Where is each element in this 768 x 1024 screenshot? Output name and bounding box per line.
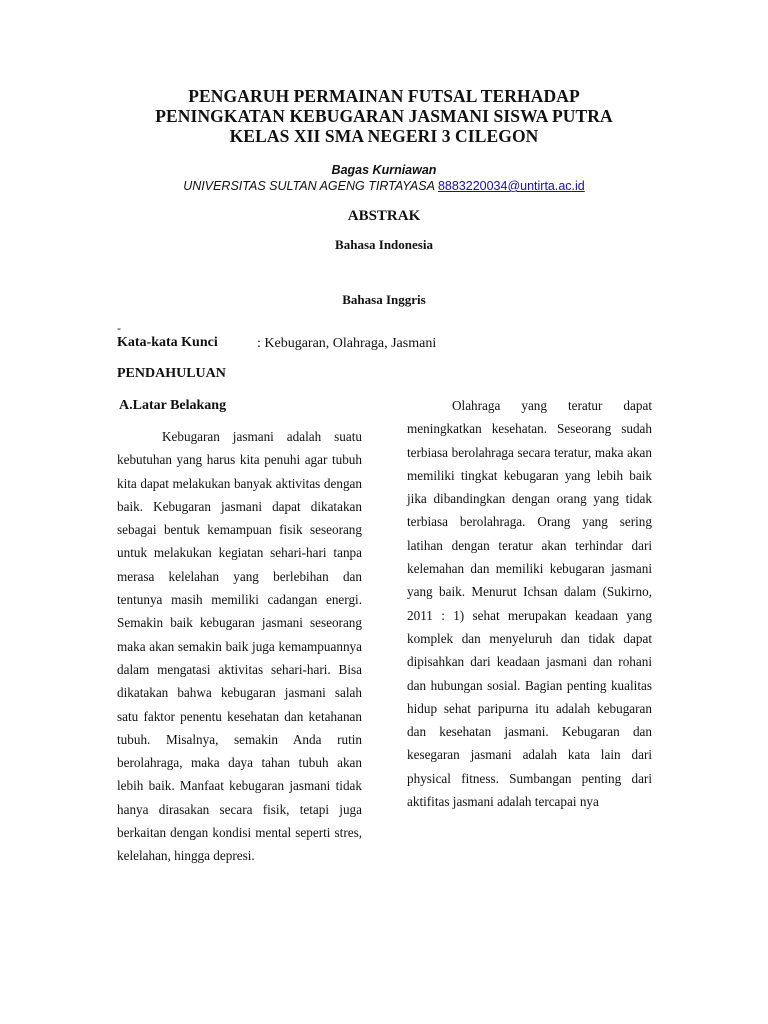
body-column-left <box>117 425 362 868</box>
abstract-indonesian-label: Bahasa Indonesia <box>335 237 433 252</box>
paragraph-left: Kebugaran jasmani adalah suatu kebutuhan yang harus kita penuhi agar tubuh kita dapat melakukan banyak aktivitas dengan baik. Kebugaran jasmani dapat dikatakan sebagai bentuk kemampuan fisik seseorang untuk melakukan kegiatan sehari-hari tanpa merasa kelelahan yang berlebihan dan tentunya masih memiliki cadangan energi. Semakin baik kebugaran jasmani seseorang maka akan semakin baik juga kemampuannya dalam mengatasi aktivitas sehari-hari. Bisa dikatakan bahwa kebugaran jasmani salah satu faktor penentu kesehatan dan ketahanan tubuh. Misalnya, semakin Anda rutin berolahraga, maka daya tahan tubuh akan lebih baik. Manfaat kebugaran jasmani tidak hanya dirasakan secara fisik, tetapi juga berkaitan dengan kondisi mental seperti stres, kelelahan, hingga depresi. <box>117 429 362 864</box>
dash-marker: - <box>117 321 121 335</box>
abstract-english-label: Bahasa Inggris <box>342 292 426 307</box>
title-line-2: PENINGKATAN KEBUGARAN JASMANI SISWA PUTRA <box>155 106 613 126</box>
title-line-1: PENGARUH PERMAINAN FUTSAL TERHADAP <box>188 86 580 106</box>
keywords-label: Kata-kata Kunci <box>117 335 218 350</box>
email-link[interactable]: 8883220034@untirta.ac.id <box>437 179 585 193</box>
section-heading: PENDAHULUAN <box>117 366 226 381</box>
paragraph-right: Olahraga yang teratur dapat meningkatkan kesehatan. Seseorang sudah terbiasa berolahraga secara teratur, maka akan memiliki tingkat kebugaran yang lebih baik jika dibandingkan dengan orang yang tidak terbiasa berolahraga. Orang yang sering latihan dengan teratur akan terhindar dari kelemahan dan memiliki kebugaran jasmani yang baik. Menurut Ichsan dalam (Sukirno, 2011 : 1) sehat merupakan keadaan yang komplek dan menyeluruh dan tidak dapat dipisahkan dari keadaan jasmani dan rohani dan hubungan sosial. Bagian penting kualitas hidup sehat paripurna itu adalah kebugaran dan kesehatan jasmani. Kebugaran dan kesegaran jasmani adalah kata lain dari physical fitness. Sumbangan penting dari aktifitas jasmani adalah tercapai nya <box>407 398 652 810</box>
paper-title <box>0 86 768 146</box>
author-affiliation-line <box>0 179 768 193</box>
body-column-right <box>407 394 652 813</box>
subsection-heading: A.Latar Belakang <box>119 398 227 413</box>
title-line-3: KELAS XII SMA NEGERI 3 CILEGON <box>229 126 539 146</box>
author-name: Bagas Kurniawan <box>331 163 437 177</box>
affiliation: UNIVERSITAS SULTAN AGENG TIRTAYASA <box>183 179 435 193</box>
abstract-heading: ABSTRAK <box>347 208 421 224</box>
keywords-value: : Kebugaran, Olahraga, Jasmani <box>257 336 437 351</box>
